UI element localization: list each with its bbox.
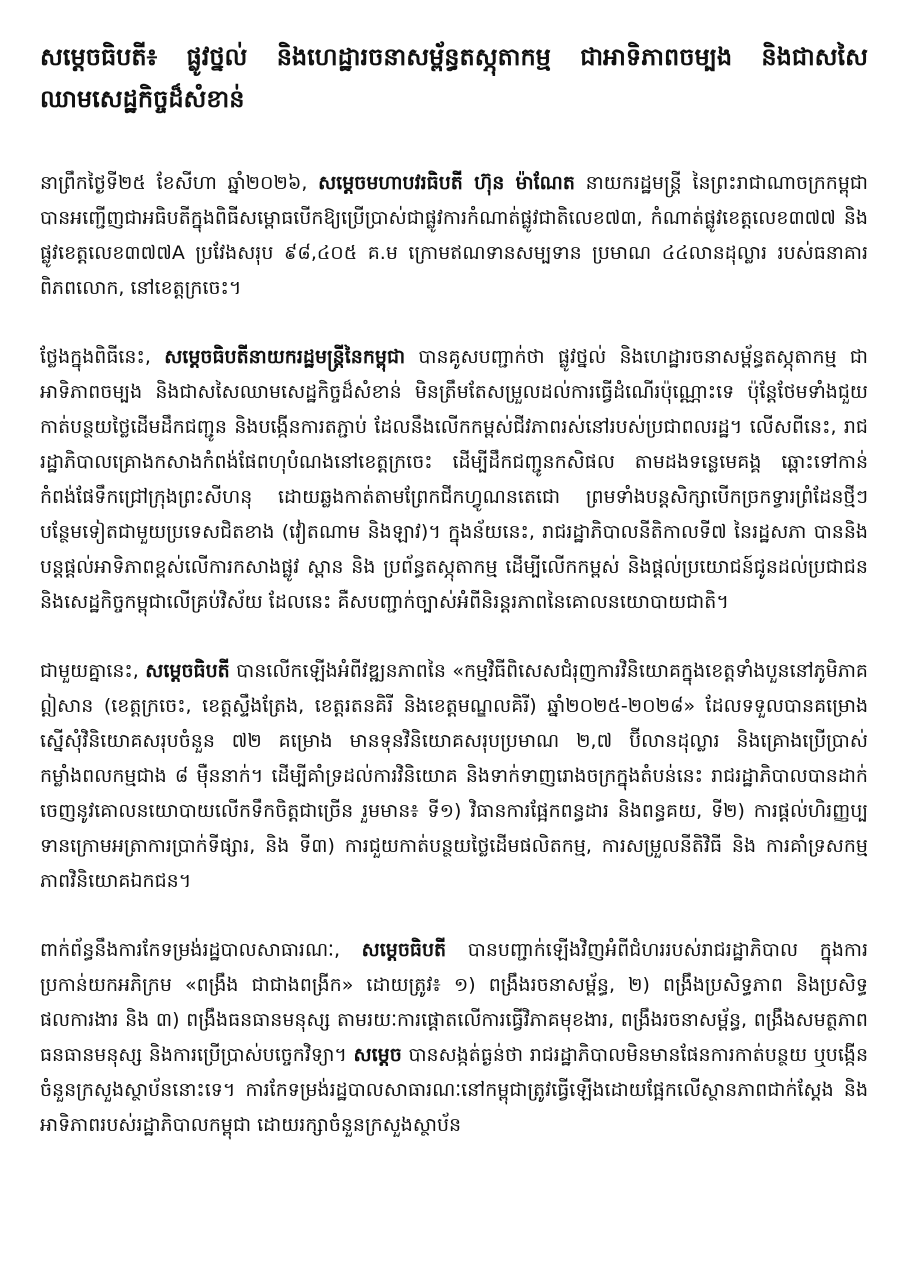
paragraph-bold-name: សម្តេចធិបតី	[145, 660, 230, 682]
paragraph-text: ថ្លែងក្នុងពិធីនេះ,	[40, 346, 165, 368]
article	[40, 36, 868, 1177]
article-paragraph-2	[40, 340, 868, 620]
paragraph-bold-name: សម្តេចមហាបវរធិបតី ហ៊ុន ម៉ាណែត	[318, 172, 575, 194]
paragraph-bold-name: សម្តេច	[353, 1044, 402, 1066]
paragraph-text: នាព្រឹកថ្ងៃទី២៥ ខែសីហា ឆ្នាំ២០២៦,	[40, 172, 319, 194]
article-paragraph-3	[40, 654, 868, 899]
article-paragraph-1	[40, 166, 868, 306]
paragraph-text: ពាក់ព័ន្ធនឹងការកែទម្រង់រដ្ឋបាលសាធារណៈ,	[40, 939, 362, 961]
paragraph-text: នាយករដ្ឋមន្ត្រី នៃព្រះរាជាណាចក្រកម្ពុជា បានអញ្ជើញជាអធិបតីក្នុងពិធីសម្ពោធបើកឱ្យប្រើប្រាស់ជាផ្លូវការកំណាត់ផ្លូវជាតិលេខ៧៣, កំណាត់ផ្លូវខេត្តលេខ៣៧៧ និងផ្លូវខេត្តលេខ៣៧៧A ប្រវែងសរុប ៩៨,៤០៥ គ.ម ក្រោមឥណទានសម្បទាន ប្រមាណ ៤៤លានដុល្លារ របស់ធនាគារពិភពលោក, នៅខេត្តក្រចេះ។	[40, 172, 868, 299]
paragraph-text: ជាមួយគ្នានេះ,	[40, 660, 146, 682]
article-paragraph-4	[40, 933, 868, 1143]
paragraph-text: បានបញ្ជាក់ឡើងវិញអំពីជំហររបស់រាជរដ្ឋាភិបាល ក្នុងការប្រកាន់យកអភិក្រម «ពង្រឹង ជាជាងពង្រីក» ដោយត្រូវ៖ ១) ពង្រឹងរចនាសម្ព័ន្ធ, ២) ពង្រឹងប្រសិទ្ធភាព និងប្រសិទ្ធផលការងារ និង ៣) ពង្រឹងធនធានមនុស្ស តាមរយៈការផ្តោតលើការធ្វើវិភាគមុខងារ, ពង្រឹងរចនាសម្ព័ន្ធ, ពង្រឹងសមត្ថភាពធនធានមនុស្ស និងការប្រើប្រាស់បច្ចេកវិទ្យា។	[40, 939, 868, 1066]
paragraph-text: បានគូសបញ្ជាក់ថា ផ្លូវថ្នល់ និងហេដ្ឋារចនាសម្ព័ន្ធតស្ភុតាកម្ម ជាអាទិភាពចម្បង និងជាសសៃឈាមសេដ្ឋកិច្ចដ៏សំខាន់ មិនត្រឹមតែសម្រួលដល់ការធ្វើដំណើរប៉ុណ្ណោះទេ ប៉ុន្តែថែមទាំងជួយកាត់បន្ថយថ្លៃដើមដឹកជញ្ជូន និងបង្កើនការតភ្ជាប់ ដែលនឹងលើកកម្ពស់ជីវភាពរស់នៅរបស់ប្រជាពលរដ្ឋ។ លើសពីនេះ, រាជរដ្ឋាភិបាលគ្រោងកសាងកំពង់ផែពហុបំណងនៅខេត្តក្រចេះ ដើម្បីដឹកជញ្ជូនកសិផល តាមដងទន្លេមេគង្គ ឆ្ពោះទៅកាន់កំពង់ផែទឹកជ្រៅក្រុងព្រះសីហនុ ដោយឆ្លងកាត់តាមព្រែកជីកហ្វូណនតេជោ ព្រមទាំងបន្តសិក្សាបើកច្រកទ្វារព្រំដែនថ្មីៗបន្ថែមទៀតជាមួយប្រទេសជិតខាង (វៀតណាម និងឡាវ)។ ក្នុងន័យនេះ, រាជរដ្ឋាភិបាលនីតិកាលទី៧ នៃរដ្ឋសភា បាននិងបន្តផ្តល់អាទិភាពខ្ពស់លើការកសាងផ្លូវ ស្ពាន និង ប្រព័ន្ធតស្ភុតាកម្ម ដើម្បីលើកកម្ពស់ និងផ្តល់ប្រយោជន៍ជូនដល់ប្រជាជន និងសេដ្ឋកិច្ចកម្ពុជាលើគ្រប់វិស័យ ដែលនេះ គឺសបញ្ជាក់ច្បាស់អំពីនិរន្តរភាពនៃគោលនយោបាយជាតិ។	[40, 346, 868, 613]
paragraph-text: បានលើកឡើងអំពីវឌ្ឍនភាពនៃ «កម្មវិធីពិសេសជំរុញការវិនិយោគក្នុងខេត្តទាំងបួននៅភូមិភាគឦសាន (ខេត្តក្រចេះ, ខេត្តស្ទឹងត្រែង, ខេត្តរតនគិរី និងខេត្តមណ្ឌលគិរី) ឆ្នាំ២០២៥-២០២៨» ដែលទទួលបានគម្រោងស្នើសុំវិនិយោគសរុបចំនួន ៧២ គម្រោង មានទុនវិនិយោគសរុបប្រមាណ ២,៧ ប៊ីលានដុល្លារ និងគ្រោងប្រើប្រាស់កម្លាំងពលកម្មជាង ៨ ម៉ឺននាក់។ ដើម្បីគាំទ្រដល់ការវិនិយោគ និងទាក់ទាញរោងចក្រក្នុងតំបន់នេះ រាជរដ្ឋាភិបាលបានដាក់ចេញនូវគោលនយោបាយលើកទឹកចិត្តជាច្រើន រួមមាន៖ ទី១) វិធានការផ្អែកពន្ធដារ និងពន្ធគយ, ទី២) ការផ្តល់ហិរញ្ញប្បទានក្រោមអត្រាការប្រាក់ទីផ្សារ, និង ទី៣) ការជួយកាត់បន្ថយថ្លៃដើមផលិតកម្ម, ការសម្រួលនីតិវិធី និង ការគាំទ្រសកម្មភាពវិនិយោគឯកជន។	[40, 660, 868, 892]
paragraph-bold-name: សម្តេចធិបតីនាយករដ្ឋមន្ត្រីនៃកម្ពុជា	[164, 346, 406, 368]
paragraph-bold-name: សម្តេចធិបតី	[361, 939, 447, 961]
article-title: សម្តេចធិបតី៖ ផ្លូវថ្នល់ និងហេដ្ឋារចនាសម្ព័ន្ធតស្ភុតាកម្ម ជាអាទិភាពចម្បង និងជាសសៃឈាមសេដ្ឋកិច្ចដ៏សំខាន់	[40, 43, 868, 113]
paragraph-text: បានសង្កត់ធ្ងន់ថា រាជរដ្ឋាភិបាលមិនមានផែនការកាត់បន្ថយ ឬបង្កើនចំនួនក្រសួងស្ថាប័ននោះទេ។ ការកែទម្រង់រដ្ឋបាលសាធារណៈនៅកម្ពុជាត្រូវធ្វើឡើងដោយផ្អែកលើស្ថានភាពជាក់ស្តែង និងអាទិភាពរបស់រដ្ឋាភិបាលកម្ពុជា ដោយរក្សាចំនួនក្រសួងស្ថាប័ន	[40, 1044, 869, 1136]
